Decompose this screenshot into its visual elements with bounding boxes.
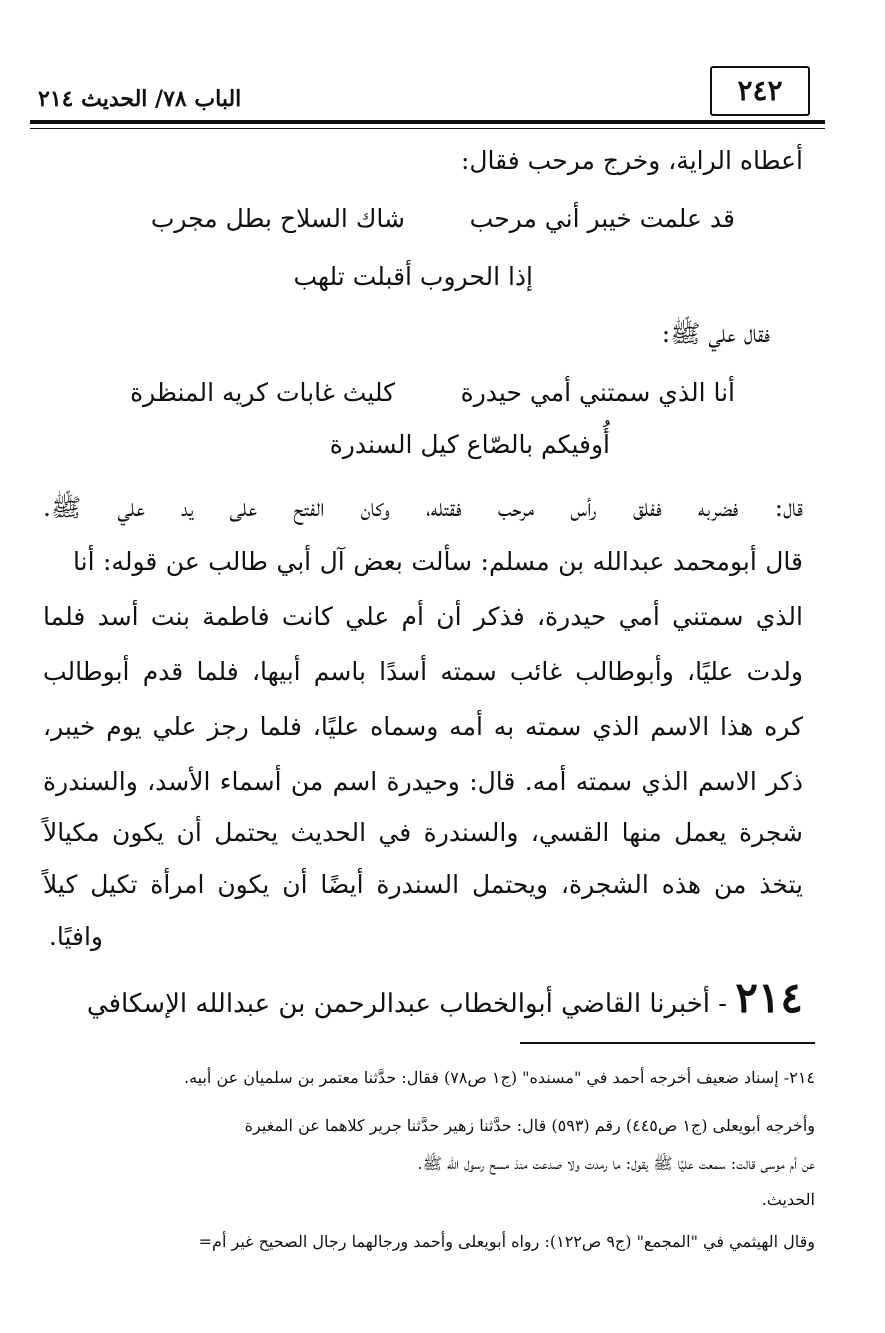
poem1-line2: إذا الحروب أقبلت تلهب (293, 262, 533, 291)
footnote-line: الحديث. (761, 1190, 815, 1209)
footnote-rule (520, 1042, 815, 1044)
paragraph-line: شجرة يعمل منها القسي، والسندرة في الحديث يحتمل أن يكون مكيالاً (43, 818, 803, 847)
intro-line: أعطاه الراية، وخرج مرحب فقال: (460, 146, 803, 175)
poem2-line1-left: كليث غابات كريه المنظرة (130, 378, 395, 407)
paragraph-line: قال أبومحمد عبدالله بن مسلم: سألت بعض آل أبي طالب عن قوله: أنا (73, 547, 803, 576)
paragraph-line: ذكر الاسم الذي سمته أمه. قال: وحيدرة اسم من أسماء الأسد، والسندرة (43, 767, 803, 796)
paragraph-line: كره هذا الاسم الذي سمته به أمه وسماه عليًا، فلما رجز علي يوم خيبر، (43, 712, 803, 741)
footnote-line: وقال الهيثمي في "المجمع" (ج٩ ص١٢٢): رواه أبويعلى وأحمد ورجالهما رجال الصحيح غير أم= (198, 1232, 815, 1251)
header-rule-thick (30, 120, 825, 124)
poem1-line1-right: قد علمت خيبر أني مرحب (469, 204, 735, 233)
paragraph-line: الذي سمتني أمي حيدرة، فذكر أن أم علي كانت فاطمة بنت أسد فلما (43, 602, 803, 631)
ali-says-line: فقال علي ﷺ: (661, 319, 770, 348)
poem2-line2: أُوفيكم بالصّاع كيل السندرة (329, 430, 610, 459)
running-header-title: الباب ٧٨/ الحديث ٢١٤ (38, 86, 242, 112)
paragraph-line: وافيًا. (48, 922, 103, 951)
page-number: ٢٤٢ (710, 66, 810, 116)
paragraph-line: يتخذ من هذه الشجرة، ويحتمل السندرة أيضًا أن يكون امرأة تكيل كيلاً (43, 870, 803, 899)
footnote-line: وأخرجه أبويعلى (ج١ ص٤٤٥) رقم (٥٩٣) قال: حدَّثنا زهير حدَّثنا جرير كلاهما عن المغيرة (244, 1116, 815, 1135)
header-rule-thin (30, 128, 825, 129)
hadith-text: - أخبرنا القاضي أبوالخطاب عبدالرحمن بن عبدالله الإسكافي (86, 989, 728, 1019)
paragraph-line: ولدت عليًا، وأبوطالب غائب سمته أسدًا باسم أبيها، فلما قدم أبوطالب (43, 657, 803, 686)
outcome-line: قال: فضربه ففلق رأس مرحب فقتله، وكان الفتح على يد علي ﷺ. (43, 493, 803, 522)
hadith-number: ٢١٤ (735, 973, 803, 1022)
footnote-line: ٢١٤- إسناد ضعيف أخرجه أحمد في "مسنده" (ج١ ص٧٨) فقال: حدَّثنا معتمر بن سلميان عن أبيه. (183, 1068, 815, 1087)
footnote-line: عن أم موسى قالت: سمعت عليًا ﷺ يقول: ما رمدت ولا صدعت منذ مسح رسول الله ﷺ. (417, 1154, 815, 1173)
hadith-line (87, 970, 803, 1032)
poem1-line1-left: شاك السلاح بطل مجرب (150, 204, 405, 233)
poem2-line1-right: أنا الذي سمتني أمي حيدرة (460, 378, 735, 407)
